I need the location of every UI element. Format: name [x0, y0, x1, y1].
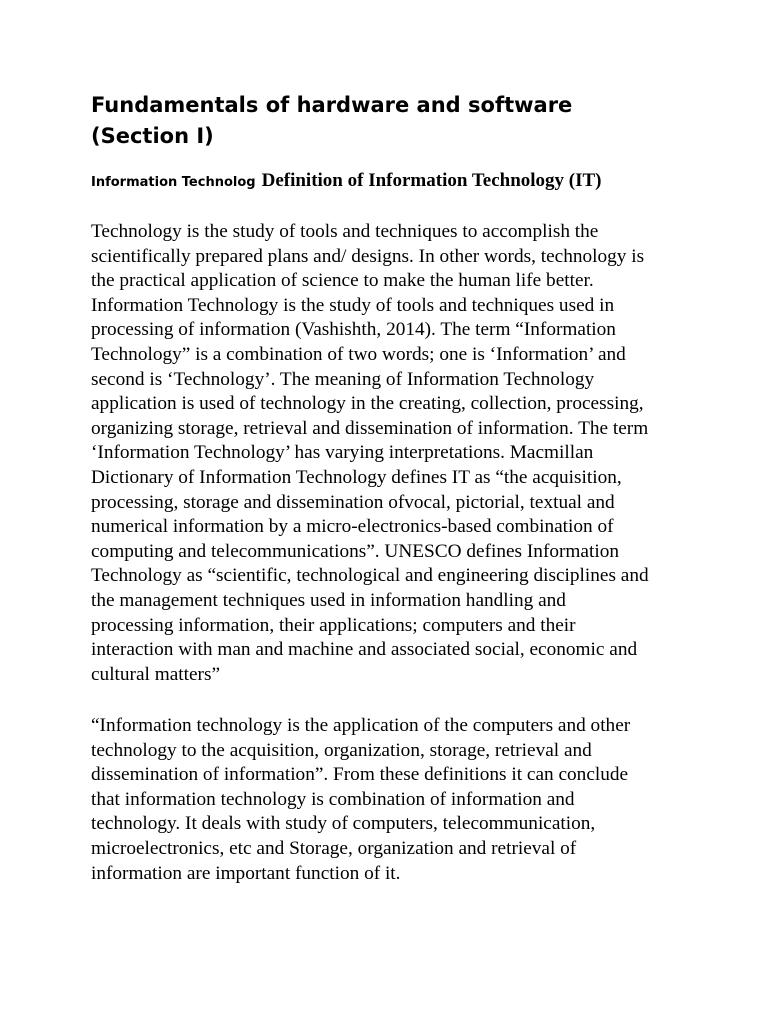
title-line-1: Fundamentals of hardware and software [91, 93, 573, 117]
body-paragraph-2: “Information technology is the application of the computers and other technology to the acquisition, organization, storage, retrieval and dissemination of information”. From these definitions it can conclude that information technology is combination of information and technology. It deals with study of computers, telecommunication, microelectronics, etc and Storage, organization and retrieval of information are important function of it. [91, 715, 631, 884]
section-heading [91, 166, 711, 193]
body-paragraph-1: Technology is the study of tools and techniques to accomplish the scientifically prepared plans and/ designs. In other words, technology is the practical application of science to make the human life better. Information Technology is the study of tools and techniques used in processing of information (Vashishth, 2014). The term “Information Technology” is a combination of two words; one is ‘Information’ and second is ‘Technology’. The meaning of Information Technology application is used of technology in the creating, collection, processing, organizing storage, retrieval and dissemination of information. The term ‘Information Technology’ has varying interpretations. Macmillan Dictionary of Information Technology defines IT as “the acquisition, processing, storage and dissemination ofvocal, pictorial, textual and numerical information by a micro-electronics-based combination of computing and telecommunications”. UNESCO defines Information Technology as “scientific, technological and engineering disciplines and the management techniques used in information handling and processing information, their applications; computers and their interaction with man and machine and associated social, economic and cultural matters” [91, 221, 649, 685]
document-title [91, 90, 691, 152]
title-line-2: (Section I) [91, 124, 214, 148]
section-heading-truncated: Information Technolog [91, 175, 256, 190]
section-heading-main: Definition of Information Technology (IT) [261, 170, 602, 191]
